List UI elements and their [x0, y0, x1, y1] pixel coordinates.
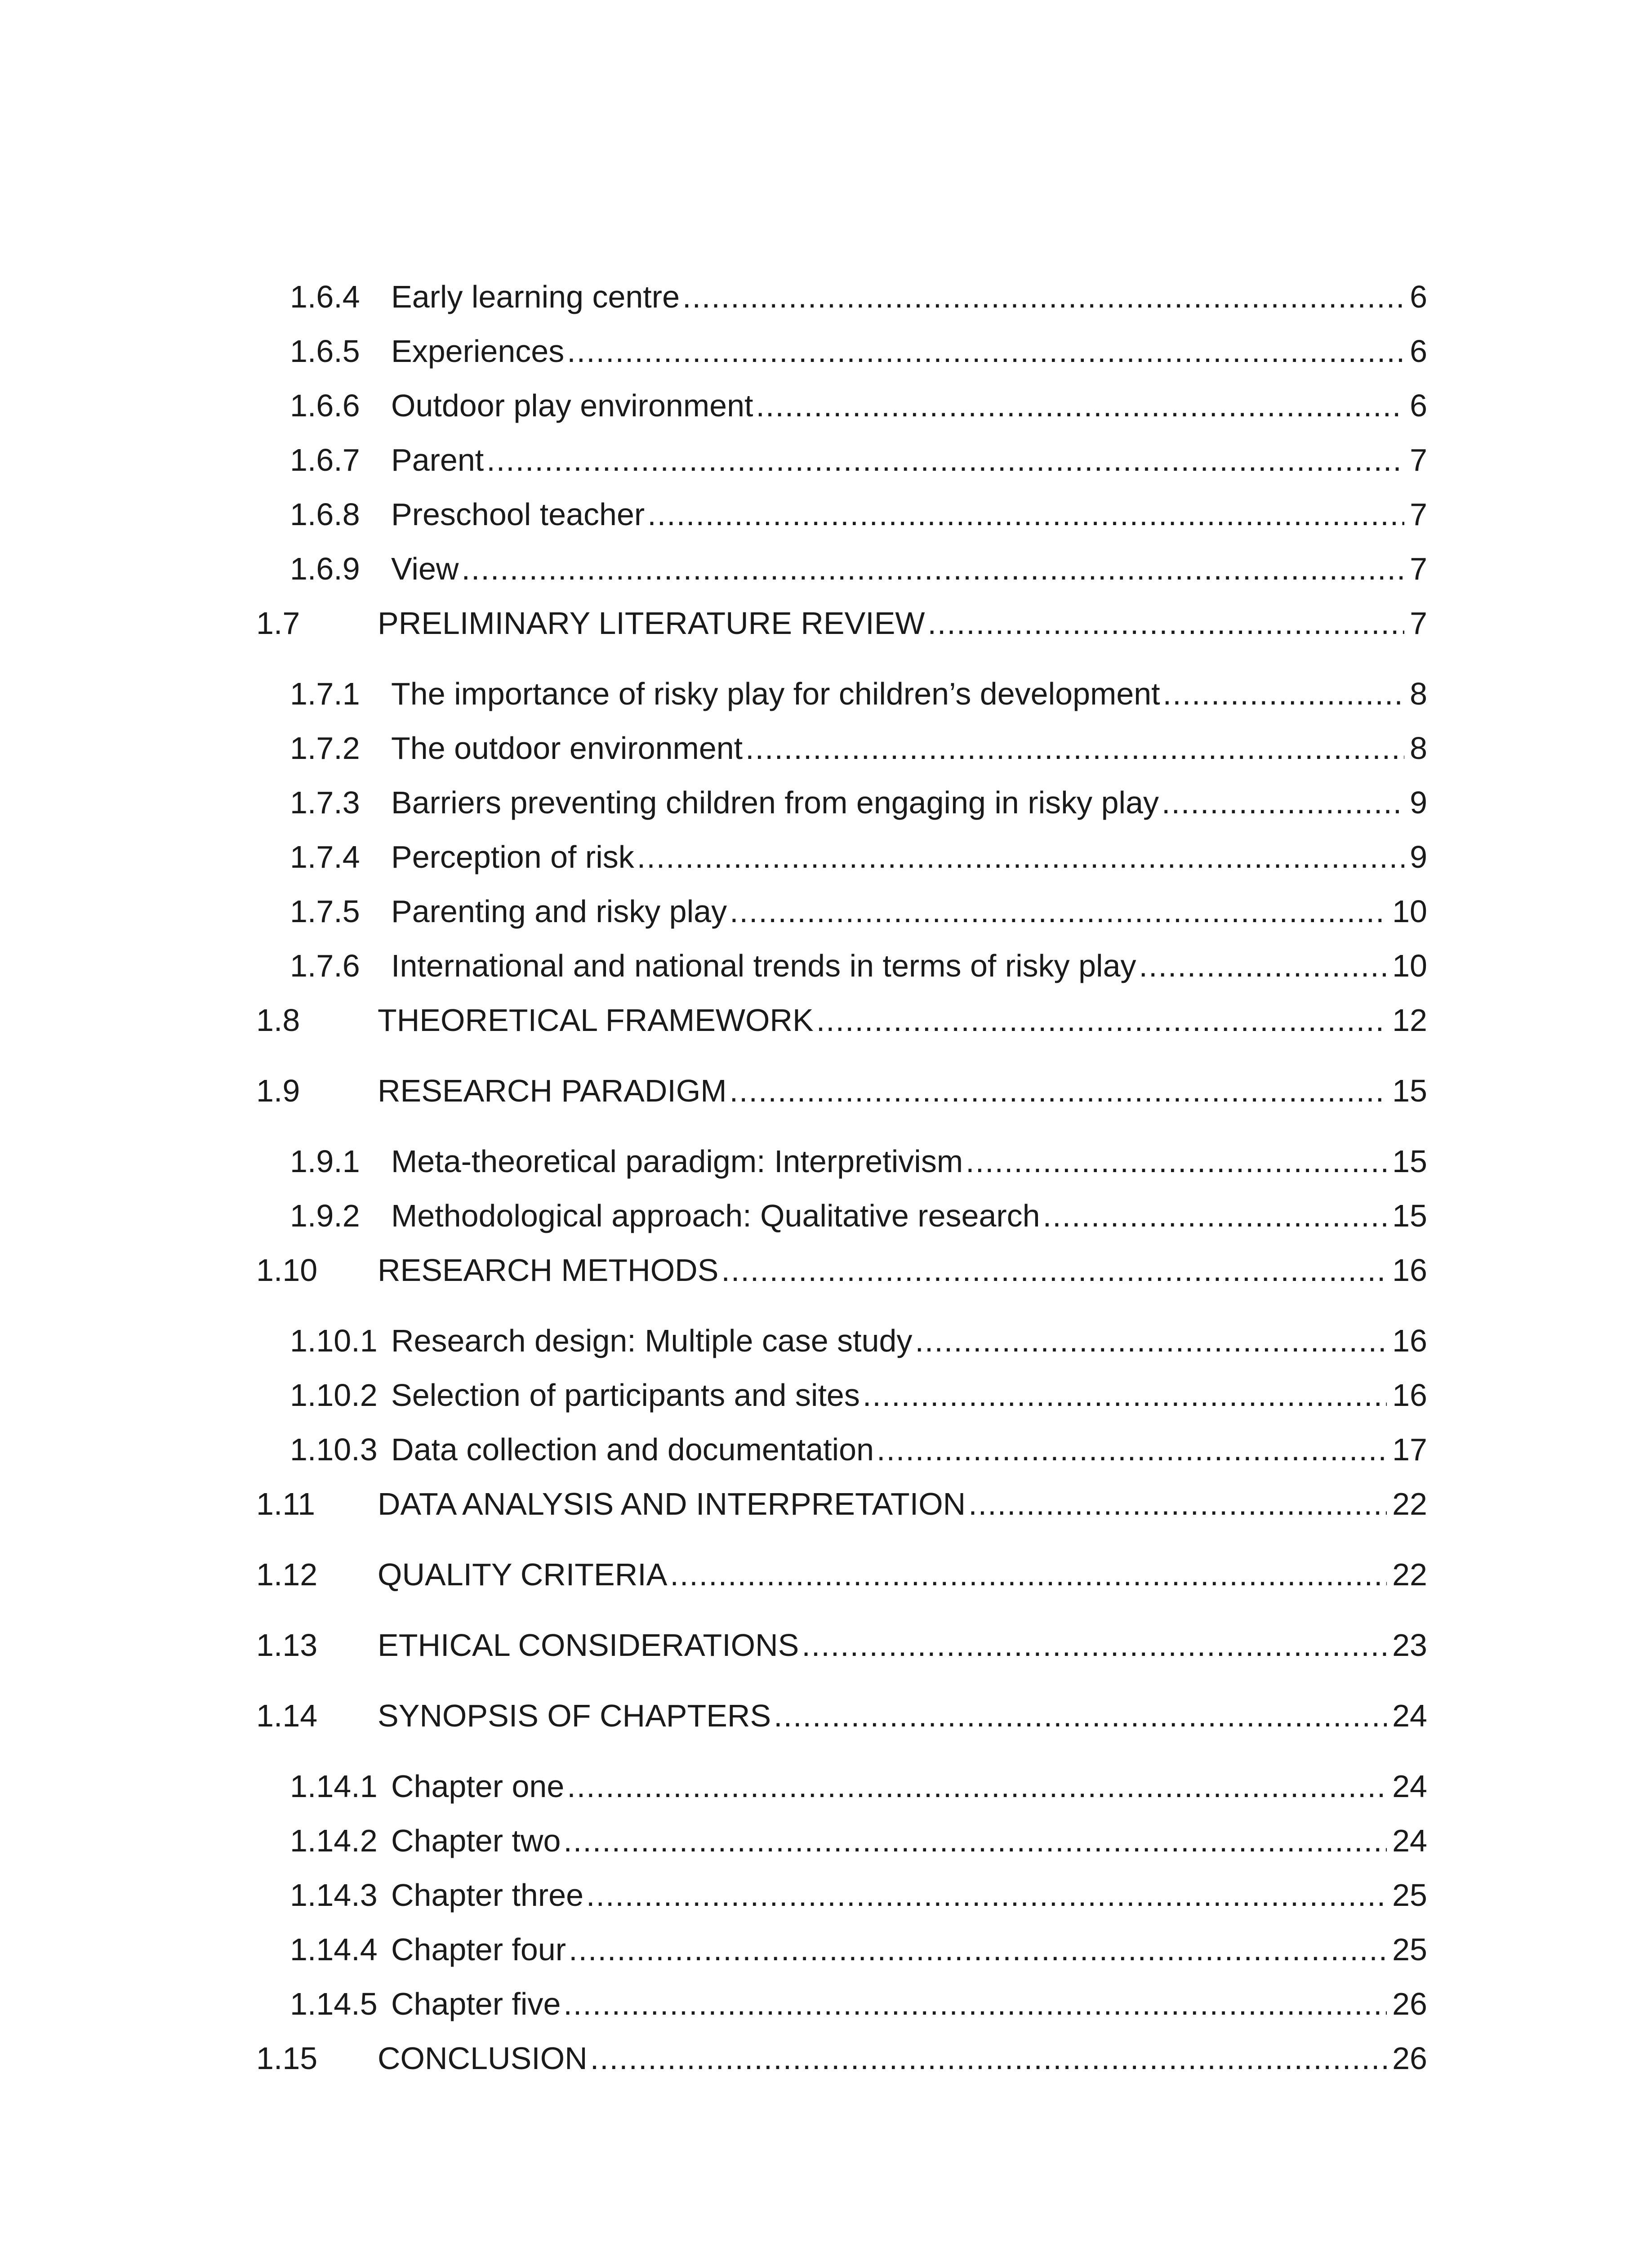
- toc-entry-page: 10: [1392, 948, 1427, 983]
- toc-entry[interactable]: [256, 1977, 1427, 2031]
- toc-entry-number: 1.6.4: [290, 279, 360, 314]
- toc-entry-title: Barriers preventing children from engaging in risky play: [391, 785, 1159, 820]
- toc-entry-page: 8: [1410, 676, 1427, 711]
- toc-entry-number: 1.11: [256, 1486, 316, 1521]
- toc-entry-title: The outdoor environment: [391, 731, 743, 766]
- toc-entry[interactable]: [256, 1814, 1427, 1868]
- toc-entry-number: 1.9: [256, 1073, 300, 1108]
- table-of-contents: [256, 270, 1427, 2086]
- toc-entry-title: Preschool teacher: [391, 497, 645, 532]
- toc-entry-page: 16: [1392, 1323, 1427, 1358]
- toc-section-heading[interactable]: [256, 596, 1427, 651]
- toc-entry[interactable]: [256, 884, 1427, 939]
- toc-entry-number: 1.7.3: [290, 785, 360, 820]
- toc-entry-number: 1.14.4: [290, 1932, 378, 1967]
- toc-entry[interactable]: [256, 1189, 1427, 1243]
- dot-leader: [567, 1759, 1387, 1814]
- toc-entry-number: 1.8: [256, 1003, 300, 1038]
- dot-leader: [563, 1977, 1387, 2031]
- toc-entry-page: 8: [1410, 731, 1427, 766]
- toc-entry-title: RESEARCH PARADIGM: [378, 1073, 727, 1108]
- toc-entry-title: Perception of risk: [391, 839, 634, 874]
- dot-leader: [1043, 1189, 1387, 1243]
- dot-leader: [590, 2031, 1387, 2086]
- toc-entry[interactable]: [256, 270, 1427, 324]
- toc-entry-title: Meta-theoretical paradigm: Interpretivism: [391, 1144, 963, 1179]
- dot-leader: [637, 830, 1404, 884]
- toc-entry-title: Chapter two: [391, 1823, 561, 1858]
- toc-entry-title: QUALITY CRITERIA: [378, 1557, 668, 1592]
- toc-entry-number: 1.7: [256, 606, 300, 641]
- toc-entry-title: ETHICAL CONSIDERATIONS: [378, 1628, 799, 1663]
- dot-leader: [968, 1477, 1387, 1531]
- toc-entry-number: 1.14.2: [290, 1823, 378, 1858]
- dot-leader: [730, 884, 1387, 939]
- toc-entry-page: 24: [1392, 1823, 1427, 1858]
- toc-section-heading[interactable]: [256, 2031, 1427, 2086]
- toc-entry-title: International and national trends in terms of risky play: [391, 948, 1136, 983]
- dot-leader: [569, 1922, 1387, 1977]
- toc-entry-title: Chapter five: [391, 1986, 561, 2021]
- toc-entry[interactable]: [256, 324, 1427, 379]
- toc-entry-number: 1.14.1: [290, 1769, 378, 1804]
- toc-entry-number: 1.6.5: [290, 334, 360, 369]
- toc-entry-page: 16: [1392, 1253, 1427, 1288]
- toc-entry-page: 7: [1410, 606, 1427, 641]
- toc-entry-number: 1.14.3: [290, 1878, 378, 1913]
- toc-entry-title: View: [391, 551, 459, 586]
- toc-entry-number: 1.13: [256, 1628, 318, 1663]
- dot-leader: [567, 324, 1404, 379]
- dot-leader: [586, 1868, 1387, 1922]
- toc-entry[interactable]: [256, 1368, 1427, 1423]
- dot-leader: [486, 433, 1404, 487]
- dot-leader: [730, 1064, 1387, 1118]
- toc-entry-number: 1.10.1: [290, 1323, 378, 1358]
- toc-entry[interactable]: [256, 1759, 1427, 1814]
- toc-entry[interactable]: [256, 830, 1427, 884]
- dot-leader: [816, 993, 1387, 1048]
- toc-section-heading[interactable]: [256, 1618, 1427, 1673]
- toc-entry[interactable]: [256, 1314, 1427, 1368]
- toc-entry-page: 10: [1392, 894, 1427, 929]
- toc-entry-page: 6: [1410, 388, 1427, 423]
- dot-leader: [877, 1423, 1387, 1477]
- toc-entry[interactable]: [256, 667, 1427, 721]
- toc-entry-number: 1.7.4: [290, 839, 360, 874]
- toc-section-heading[interactable]: [256, 1243, 1427, 1298]
- toc-entry[interactable]: [256, 721, 1427, 776]
- toc-entry-number: 1.7.5: [290, 894, 360, 929]
- toc-entry-page: 22: [1392, 1557, 1427, 1592]
- toc-entry[interactable]: [256, 939, 1427, 993]
- toc-section-heading[interactable]: [256, 1548, 1427, 1602]
- toc-entry-title: Parent: [391, 442, 484, 477]
- toc-entry-title: SYNOPSIS OF CHAPTERS: [378, 1698, 771, 1733]
- toc-entry-title: PRELIMINARY LITERATURE REVIEW: [378, 606, 925, 641]
- toc-entry-title: DATA ANALYSIS AND INTERPRETATION: [378, 1486, 966, 1521]
- toc-entry-number: 1.6.7: [290, 442, 360, 477]
- dot-leader: [927, 596, 1404, 651]
- dot-leader: [682, 270, 1404, 324]
- toc-entry[interactable]: [256, 542, 1427, 596]
- toc-entry-page: 23: [1392, 1628, 1427, 1663]
- dot-leader: [647, 487, 1404, 542]
- toc-entry-number: 1.10: [256, 1253, 318, 1288]
- toc-entry-page: 25: [1392, 1878, 1427, 1913]
- toc-entry-number: 1.7.2: [290, 731, 360, 766]
- toc-entry-number: 1.7.1: [290, 676, 360, 711]
- toc-entry-page: 7: [1410, 497, 1427, 532]
- dot-leader: [670, 1548, 1387, 1602]
- toc-entry-number: 1.12: [256, 1557, 318, 1592]
- toc-entry-title: Outdoor play environment: [391, 388, 753, 423]
- toc-entry-title: THEORETICAL FRAMEWORK: [378, 1003, 814, 1038]
- toc-entry-title: Parenting and risky play: [391, 894, 727, 929]
- toc-entry-page: 24: [1392, 1698, 1427, 1733]
- toc-entry-number: 1.14.5: [290, 1986, 378, 2021]
- toc-entry-page: 17: [1392, 1432, 1427, 1467]
- toc-entry-title: Experiences: [391, 334, 565, 369]
- toc-entry[interactable]: [256, 487, 1427, 542]
- toc-section-heading[interactable]: [256, 1689, 1427, 1743]
- dot-leader: [756, 379, 1404, 433]
- dot-leader: [915, 1314, 1387, 1368]
- dot-leader: [1162, 776, 1404, 830]
- dot-leader: [1139, 939, 1387, 993]
- dot-leader: [774, 1689, 1387, 1743]
- toc-entry-number: 1.14: [256, 1698, 318, 1733]
- toc-entry-number: 1.6.9: [290, 551, 360, 586]
- toc-entry-title: Early learning centre: [391, 279, 680, 314]
- dot-leader: [966, 1134, 1387, 1189]
- toc-entry-page: 15: [1392, 1073, 1427, 1108]
- toc-entry-number: 1.10.3: [290, 1432, 378, 1467]
- toc-entry-page: 26: [1392, 2041, 1427, 2076]
- toc-entry-page: 24: [1392, 1769, 1427, 1804]
- toc-entry[interactable]: [256, 1423, 1427, 1477]
- toc-entry-number: 1.15: [256, 2041, 318, 2076]
- dot-leader: [461, 542, 1404, 596]
- toc-entry-number: 1.7.6: [290, 948, 360, 983]
- toc-entry-title: RESEARCH METHODS: [378, 1253, 719, 1288]
- toc-entry-number: 1.6.6: [290, 388, 360, 423]
- toc-entry-page: 9: [1410, 785, 1427, 820]
- toc-entry-title: Research design: Multiple case study: [391, 1323, 913, 1358]
- toc-entry[interactable]: [256, 1922, 1427, 1977]
- toc-entry[interactable]: [256, 433, 1427, 487]
- toc-entry-page: 15: [1392, 1144, 1427, 1179]
- toc-entry-page: 15: [1392, 1198, 1427, 1233]
- dot-leader: [721, 1243, 1387, 1298]
- dot-leader: [745, 721, 1404, 776]
- toc-entry-page: 6: [1410, 279, 1427, 314]
- dot-leader: [802, 1618, 1387, 1673]
- toc-entry-page: 7: [1410, 551, 1427, 586]
- toc-entry-title: Methodological approach: Qualitative research: [391, 1198, 1040, 1233]
- toc-entry-title: The importance of risky play for children’s development: [391, 676, 1160, 711]
- dot-leader: [863, 1368, 1387, 1423]
- toc-entry-number: 1.10.2: [290, 1378, 378, 1413]
- toc-entry[interactable]: [256, 776, 1427, 830]
- toc-entry-page: 9: [1410, 839, 1427, 874]
- toc-entry-page: 22: [1392, 1486, 1427, 1521]
- toc-entry-title: Selection of participants and sites: [391, 1378, 860, 1413]
- toc-entry-number: 1.9.2: [290, 1198, 360, 1233]
- toc-entry-title: Chapter one: [391, 1769, 565, 1804]
- toc-section-heading[interactable]: [256, 993, 1427, 1048]
- toc-entry-title: Chapter three: [391, 1878, 584, 1913]
- toc-entry-number: 1.9.1: [290, 1144, 360, 1179]
- toc-entry-page: 7: [1410, 442, 1427, 477]
- toc-entry-title: Chapter four: [391, 1932, 566, 1967]
- toc-section-heading[interactable]: [256, 1477, 1427, 1531]
- dot-leader: [563, 1814, 1387, 1868]
- dot-leader: [1163, 667, 1404, 721]
- toc-entry-title: Data collection and documentation: [391, 1432, 874, 1467]
- toc-section-heading[interactable]: [256, 1064, 1427, 1118]
- toc-entry-page: 25: [1392, 1932, 1427, 1967]
- toc-entry-page: 12: [1392, 1003, 1427, 1038]
- toc-entry-number: 1.6.8: [290, 497, 360, 532]
- toc-entry[interactable]: [256, 1134, 1427, 1189]
- toc-entry-page: 16: [1392, 1378, 1427, 1413]
- toc-entry[interactable]: [256, 1868, 1427, 1922]
- toc-entry-page: 26: [1392, 1986, 1427, 2021]
- toc-entry-page: 6: [1410, 334, 1427, 369]
- toc-entry-title: CONCLUSION: [378, 2041, 588, 2076]
- toc-entry[interactable]: [256, 379, 1427, 433]
